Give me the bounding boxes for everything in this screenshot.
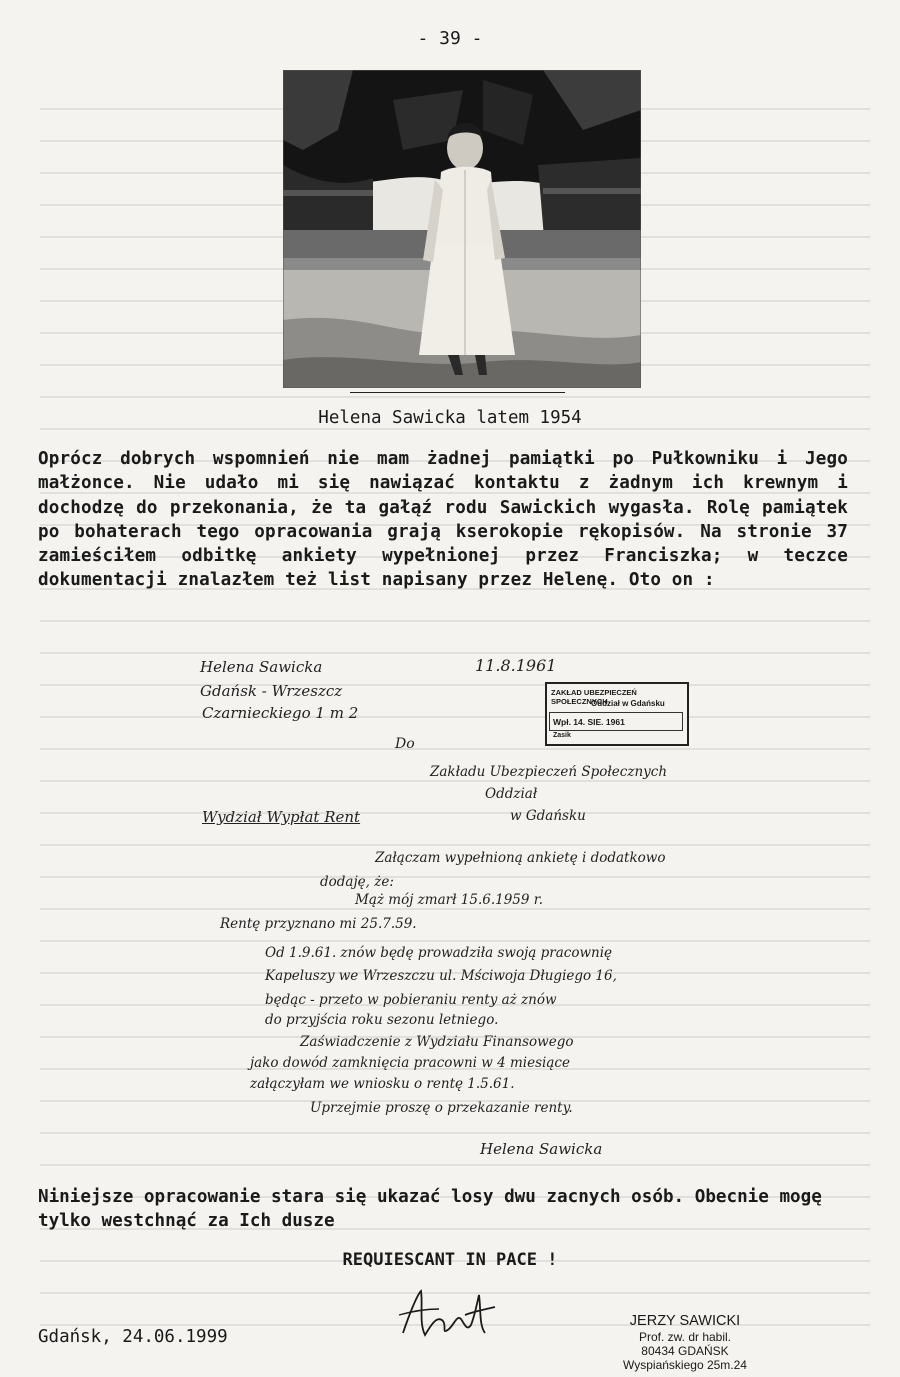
photo-caption: Helena Sawicka latem 1954 [318, 408, 582, 428]
author-name: JERZY SAWICKI [629, 1313, 741, 1329]
stamp-received: Wpł. 14. SIE. 1961 [553, 717, 625, 727]
author-stamp [580, 1313, 790, 1372]
letter-recipient-line2: Oddział [485, 786, 538, 802]
letter-sender-name: Helena Sawicka [200, 658, 323, 676]
author-signature [395, 1285, 505, 1349]
letter-recipient-line3: w Gdańsku [510, 808, 586, 824]
letter-line9: Zaświadczenie z Wydziału Finansowego [300, 1034, 574, 1050]
letter-to-label: Do [395, 736, 415, 752]
receipt-stamp [545, 682, 689, 746]
page-number: - 39 - [417, 28, 483, 49]
letter-sender-city: Gdańsk - Wrzeszcz [200, 682, 343, 700]
letter-line3: Mąż mój zmarł 15.6.1959 r. [355, 892, 544, 908]
handwritten-letter [180, 640, 700, 1180]
letter-line4: Rentę przyznano mi 25.7.59. [220, 916, 417, 932]
stamp-line2: Oddział w Gdańsku [591, 699, 665, 708]
stamp-line1: ZAKŁAD UBEZPIECZEŃ SPOŁECZNYCH [551, 688, 637, 706]
letter-line8: do przyjścia roku sezonu letniego. [265, 1012, 499, 1028]
author-title: Prof. zw. dr habil. [638, 1330, 732, 1344]
body-paragraph: Oprócz dobrych wspomnień nie mam żadnej pamiątki po Pułkowniku i Jego małżonce. Nie udało mi się nawiązać kontaktu z żadnym ich krewnym i dochodzę do przekonania, że ta gałąź rodu Sawickich wygasła. Rolę pamiątek po bohaterach tego opracowania grają kserokopie rękopisów. Na stronie 37 zamieściłem odbitkę ankiety wypełnionej przez Franciszka; w teczce dokumentacji znalazłem też list napisany przez Helenę. Oto on : [38, 449, 848, 591]
letter-line10: jako dowód zamknięcia pracowni w 4 miesiące [250, 1055, 570, 1071]
letter-line6: Kapeluszy we Wrzeszczu ul. Mściwoja Długiego 16, [265, 968, 617, 984]
letter-line11: załączyłam we wniosku o rentę 1.5.61. [250, 1076, 515, 1092]
letter-line12: Uprzejmie proszę o przekazanie renty. [310, 1100, 573, 1116]
closing-paragraph: Niniejsze opracowanie stara się ukazać losy dwu zacnych osób. Obecnie mogę tylko westchnąć za Ich dusze [38, 1187, 822, 1232]
letter-sender-street: Czarnieckiego 1 m 2 [202, 704, 359, 722]
letter-line2: dodaję, że: [320, 874, 394, 890]
letter-department: Wydział Wypłat Rent [202, 808, 361, 826]
letter-line5: Od 1.9.61. znów będę prowadziła swoją pracownię [265, 945, 612, 961]
author-postal: 80434 GDAŃSK [641, 1344, 729, 1358]
portrait-photo [283, 70, 641, 388]
letter-date: 11.8.1961 [475, 656, 557, 675]
author-street: Wyspiańskiego 25m.24 [623, 1358, 747, 1372]
photo-underline [350, 392, 565, 393]
letter-line1: Załączam wypełnioną ankietę i dodatkowo [375, 850, 666, 866]
letter-line7: będąc - przeto w pobieraniu renty aż znów [265, 992, 557, 1008]
place-and-date: Gdańsk, 24.06.1999 [38, 1327, 228, 1347]
stamp-line4: Zasik [553, 732, 571, 739]
letter-signature: Helena Sawicka [480, 1140, 603, 1158]
letter-recipient-line1: Zakładu Ubezpieczeń Społecznych [430, 764, 668, 780]
requiescat-line: REQUIESCANT IN PACE ! [342, 1250, 558, 1270]
